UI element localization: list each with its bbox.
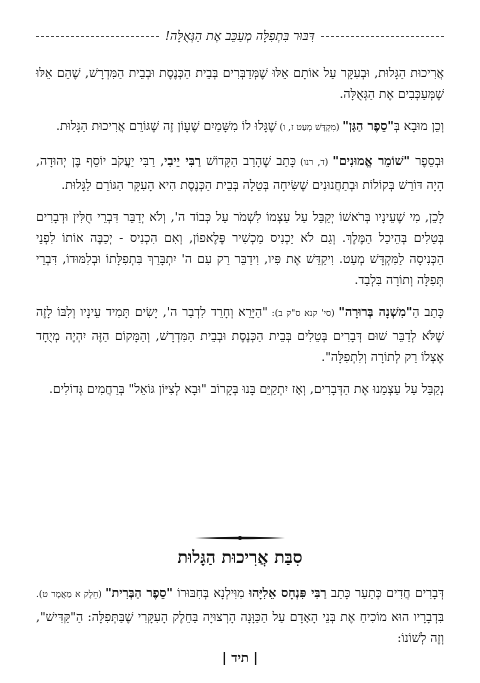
running-header: [36, 28, 444, 44]
source-reference: (ד, רנו): [295, 158, 333, 168]
paragraph-2: [36, 115, 444, 139]
paragraph-6: [36, 378, 444, 399]
paragraph-text: אֲרִיכוּת הַגָּלוּת, וּבְעִקָּר עַל אוֹתָם אֵלּוּ שֶׁמְּדַבְּרִים בְּבֵית הַכְּנֶסֶת וּבְבֵית הַמִּדְרָשׁ, שֶׁהֵם אֵלּוּ שֶׁמְּעַכְּבִים אֶת הַגְּאֻלָּה.: [36, 65, 444, 101]
source-reference: (סי' קנא ס"ק ב):: [267, 309, 339, 319]
paragraph-text: כָּתַב הַ: [412, 304, 444, 319]
source-reference: (מִקְדָּשׁ מְעַט ז, ו): [276, 123, 343, 133]
header-dash-left: [36, 36, 159, 37]
paragraph-text: בִּדְבָרָיו הוּא מוֹכִיחַ אֶת בְּנֵי הָאָדָם עַל הַכַּוָּנָה הָרְצוּיָה בַּחֵלֶק הָעִקָּרִי שֶׁבַּתְּפִלָּה: הַ"קַּדִּישׁ", וְזֶה לְשׁוֹנוֹ:: [36, 609, 444, 645]
paragraph-7: [36, 582, 444, 648]
paragraph-1: [36, 62, 444, 104]
header-title: דִּבּוּר בִּתְפִלָּה מְעַכֵּב אֶת הַגְּאֻלָּה!: [165, 28, 315, 43]
book-title: "מִשְׁנָה בְּרוּרָה": [338, 304, 413, 319]
ornament-divider: [0, 534, 480, 542]
section-title: סִבַּת אֲרִיכוּת הַגָּלוּת: [177, 548, 303, 568]
rabbi-name: רַבִּי יֵיבִי: [164, 153, 201, 168]
paragraph-5: [36, 301, 444, 367]
paragraph-text: דְּבָרִים חֲדִים כְּתַעַר כָּתַב: [326, 585, 444, 600]
source-reference: (חֵלֶק א מַאֲמָר ט).: [36, 590, 106, 600]
header-dash-right: [321, 36, 444, 37]
rabbi-name: רַבִּי פִּנְחָס אֵלִיָּהוּ: [249, 585, 327, 600]
main-text: [36, 62, 444, 410]
ornament-divider-icon: [195, 534, 285, 542]
paragraph-text: וּבְסֵפֶר: [409, 153, 444, 168]
paragraph-text: שֶׁגָּלוּ לוֹ מִשָּׁמַיִם שֶׁעָוֹן זֶה שֶׁגּוֹרֵם אֲרִיכוּת הַגָּלוּת.: [56, 118, 277, 133]
paragraph-4: [36, 206, 444, 290]
paragraph-text: נְקַבֵּל עַל עַצְמֵנוּ אֶת הַדְּבָרִים, וְאָז יִתְקַיֵּם בָּנוּ בְּקָרוֹב "וּבָא לְצִיּוֹן גּוֹאֵל" בְּרַחֲמִים גְּדוֹלִים.: [48, 381, 444, 396]
paragraph-text: לָכֵן, מִי שֶׁעֵינָיו בְּרֹאשׁוֹ יְקַבֵּל עַל עַצְמוֹ לִשְׁמֹר עַל כְּבוֹד ה', וְלֹא יְדַבֵּר דִּבְרֵי חֻלִּין וּדְבָרִים בְּטֵלִים בְּהֵיכַל הַמֶּלֶךְ. וְגַם לֹא יַכְנִיס מַכְשִׁיר פֶּלֶאפוֹן, וְאִם הִכְנִיס - יְכַבֶּה אוֹתוֹ לִפְנֵי הַכְּנִיסָה לַמִּקְדָּשׁ מְעַט. וִיקַדֵּשׁ אֶת פִּיו, וִידַבֵּר רַק עִם ה' יִתְבָּרַךְ בִּתְפִלָּתוֹ וּבְלִמּוּדוֹ, דִּבְרֵי תְּפִלָּה וְתוֹרָה בִּלְבַד.: [36, 209, 444, 287]
paragraph-text: , רַבִּי יַעֲקֹב יוֹסֵף בֶּן יְהוּדָה, הָיָה דּוֹרֵשׁ בְּקוֹלוֹת וּבְתַחֲנוּנִים שֶׁשִּׂיחָה בְּטֵלָה בְּבֵית הַכְּנֶסֶת הִיא הָעִקָּר הַגּוֹרֵם לַגָּלוּת.: [36, 153, 444, 192]
section-text: [36, 582, 444, 648]
paragraph-3: [36, 150, 444, 195]
quotation: "הַיָּרֵא וְחָרֵד לִדְבַר ה', יָשִׂים תָּמִיד עֵינָיו וְלִבּוֹ לָזֶה שֶׁלֹּא לְדַבֵּר שׁוּם דְּבָרִים בְּטֵלִים בְּבֵית הַכְּנֶסֶת וּבְבֵית הַמִּדְרָשׁ, וְהַמָּקוֹם הַזֶּה יִהְיֶה מְיֻחָד אֶצְלוֹ רַק לְתוֹרָה וְלִתְפִלָּה".: [36, 304, 444, 364]
paragraph-text: מִוִּילְנָא בְּחִבּוּרוֹ: [172, 585, 250, 600]
book-title: "סֵפֶר הַבְּרִית": [105, 585, 173, 600]
book-title: "שׁוֹמֵר אֱמוּנִים": [332, 153, 410, 168]
paragraph-text: כָּתַב שֶׁהָרַב הַקָּדוֹשׁ: [200, 153, 296, 168]
page-number: | תיד |: [221, 651, 259, 666]
book-title: "סֵפֶר הַגַּן": [342, 118, 394, 133]
paragraph-text: וְכֵן מוּבָא בְּ: [393, 118, 444, 133]
